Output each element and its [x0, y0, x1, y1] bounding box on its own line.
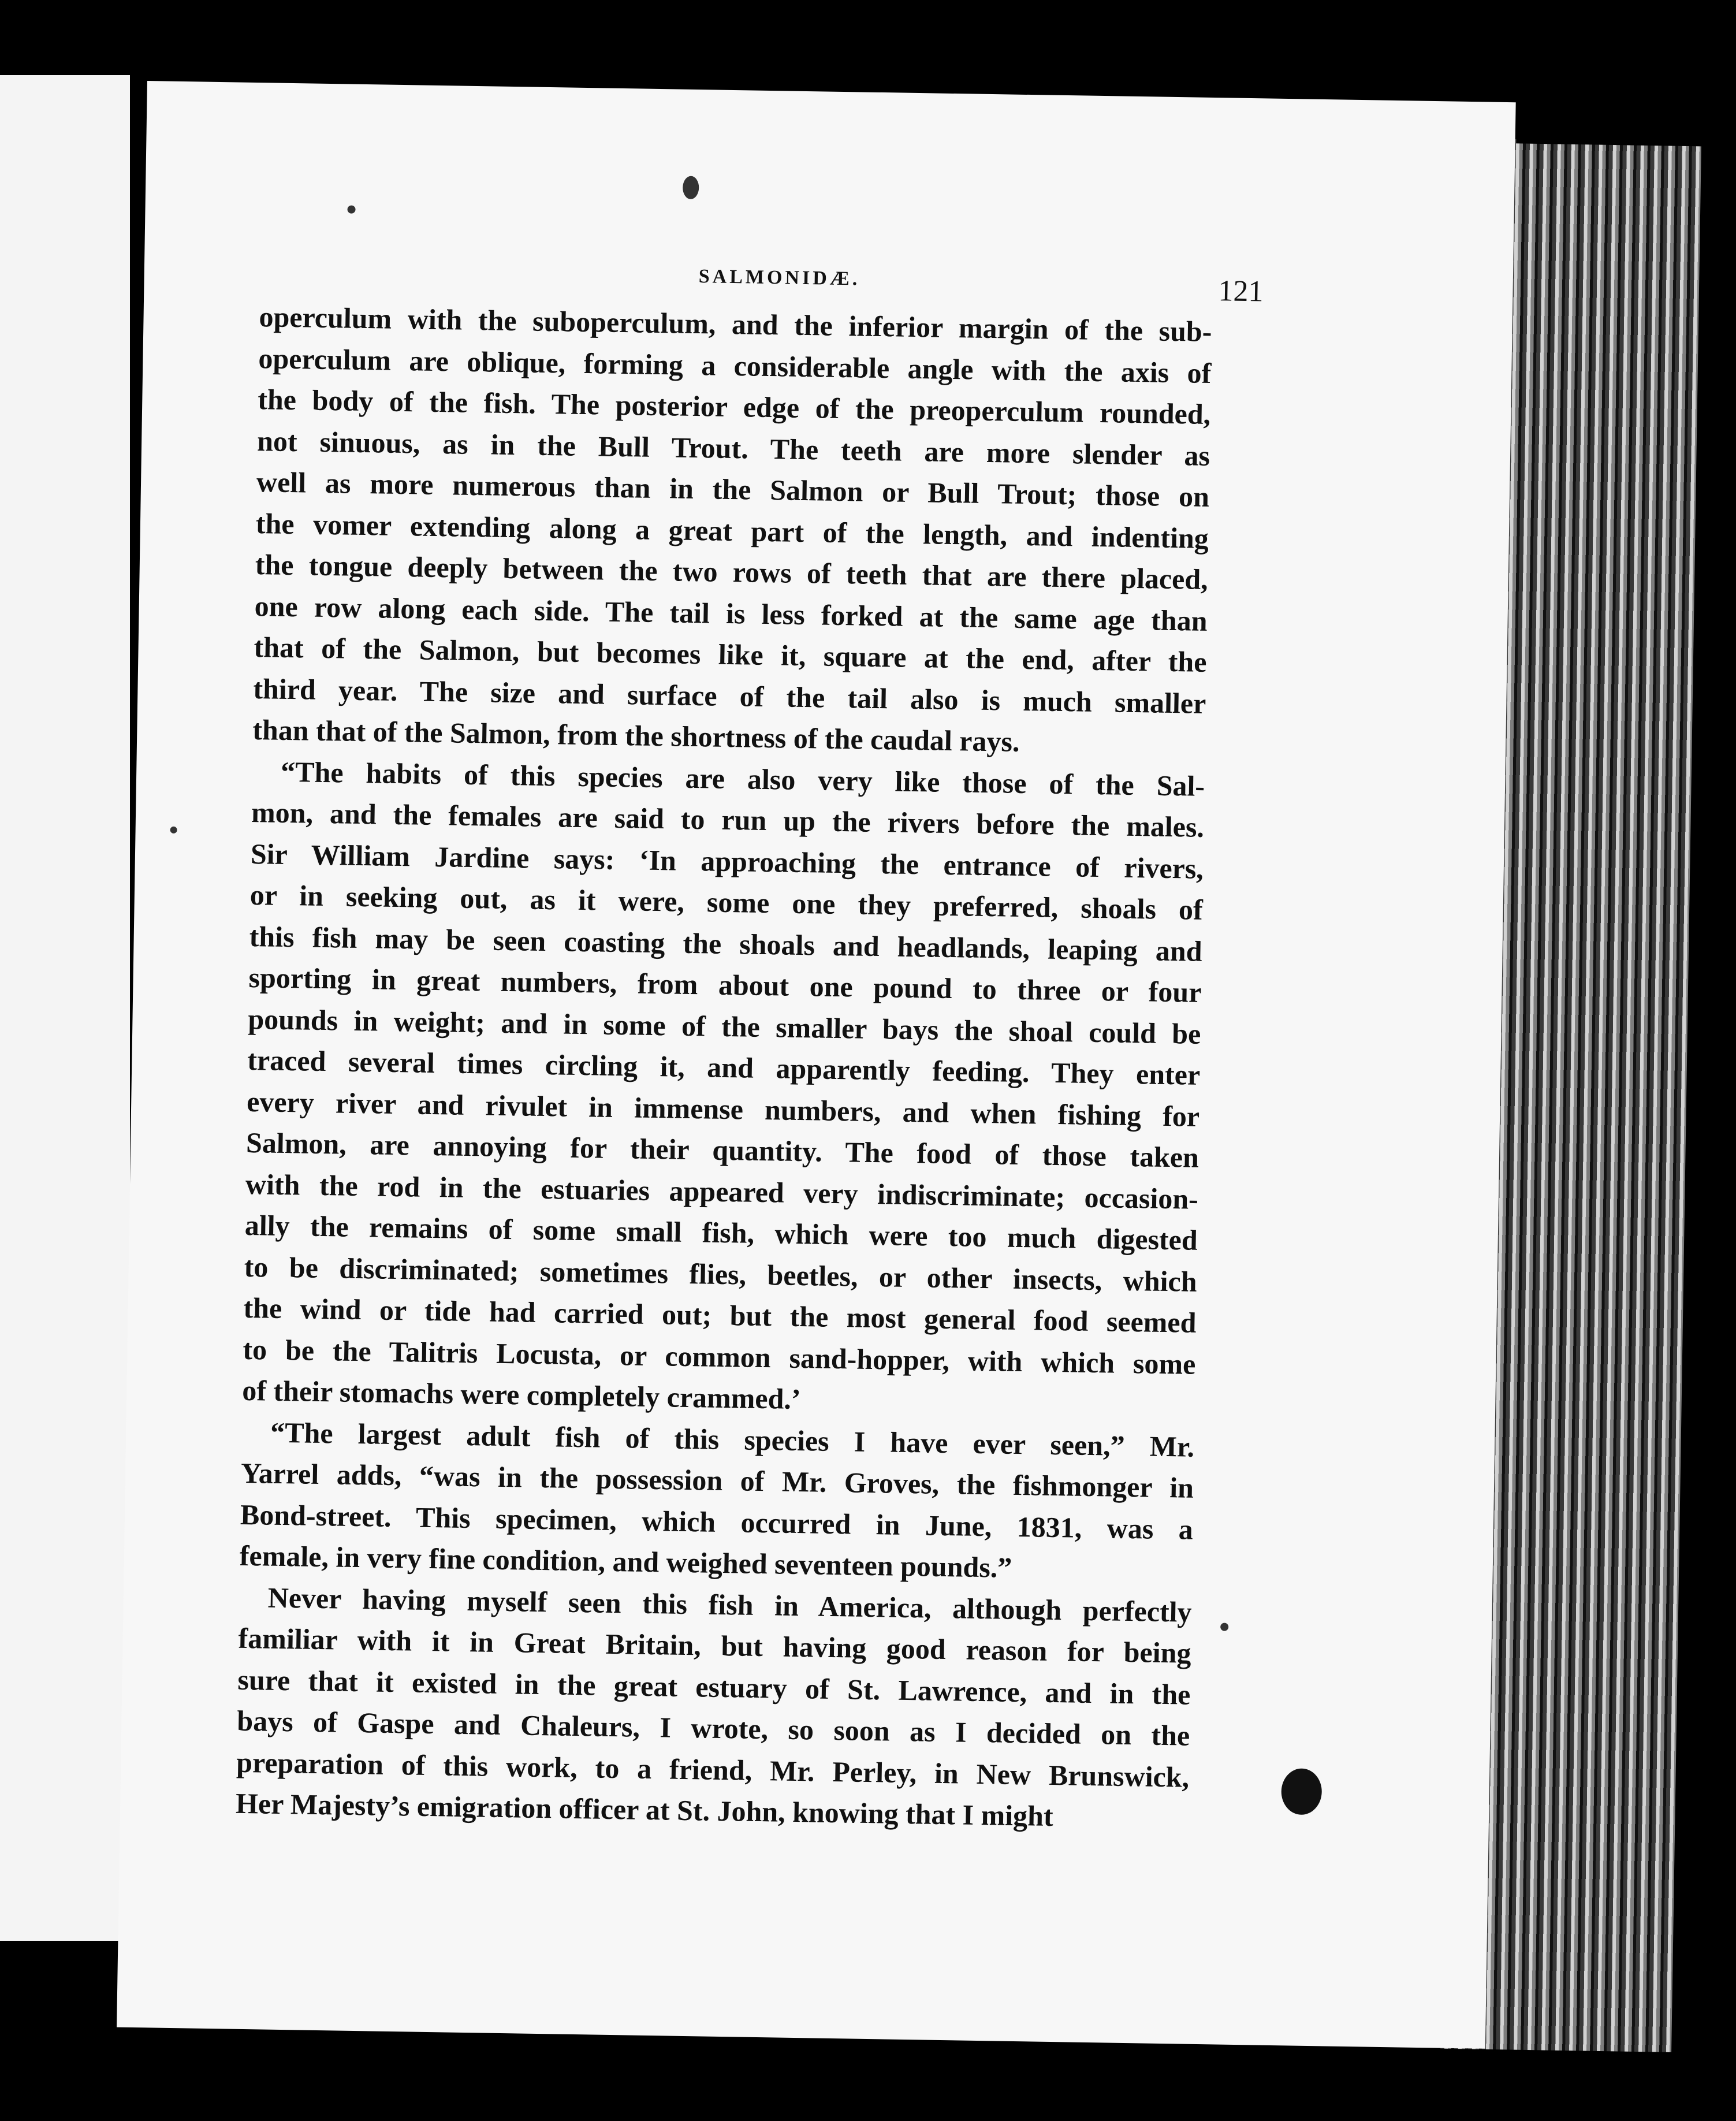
text-line: Yarrel adds, “was in the possession of Mr. Groves, the fishmonger in [240, 1456, 1194, 1504]
text-line: Bond-street. This specimen, which occurred in June, 1831, was a [240, 1498, 1194, 1546]
text-line: mon, and the females are said to run up the rivers before the males. [251, 795, 1205, 843]
text-line: traced several times circling it, and apparently feeding. They enter [247, 1043, 1201, 1091]
text-line: to be the Talitris Locusta, or common sand-hopper, with which some [243, 1333, 1196, 1380]
text-line: ally the remains of some small fish, which were too much digested [244, 1208, 1198, 1256]
ink-speck [1220, 1623, 1228, 1631]
text-line: third year. The size and surface of the tail also is much smaller [253, 672, 1206, 720]
text-line: operculum are oblique, forming a considerable angle with the axis of [258, 341, 1212, 389]
ink-speck [170, 827, 177, 833]
text-line: the wind or tide had carried out; but the most general food seemed [243, 1291, 1197, 1339]
text-line: sure that it existed in the great estuary of St. Lawrence, and in the [237, 1663, 1191, 1711]
text-line: or in seeking out, as it were, some one they preferred, shoals of [249, 878, 1204, 926]
text-line: to be discriminated; sometimes flies, beetles, or other insects, which [244, 1250, 1198, 1298]
text-line: female, in very fine condition, and weighed seventeen pounds.” [239, 1539, 1012, 1584]
text-line: Never having myself seen this fish in America, although perfectly [267, 1581, 1193, 1628]
page-number: 121 [1218, 274, 1264, 308]
text-line: Her Majesty’s emigration officer at St. John, knowing that I might [235, 1787, 1054, 1833]
text-line: the tongue deeply between the two rows of teeth that are there placed, [255, 548, 1209, 596]
text-line: the vomer extending along a great part of the length, and indenting [255, 507, 1209, 555]
book-page [117, 81, 1516, 2049]
text-line: of their stomachs were completely crammed.’ [241, 1374, 802, 1416]
text-line: than that of the Salmon, from the shortness of the caudal rays. [252, 713, 1020, 758]
body-text [236, 296, 1212, 1839]
text-line: that of the Salmon, but becomes like it, square at the end, after the [254, 631, 1207, 678]
text-line: this fish may be seen coasting the shoals and headlands, leaping and [249, 920, 1203, 968]
ink-speck [347, 205, 355, 213]
text-line: preparation of this work, to a friend, Mr. Perley, in New Brunswick, [236, 1746, 1190, 1793]
text-line: every river and rivulet in immense numbers, and when fishing for [246, 1085, 1200, 1133]
ink-speck [1281, 1768, 1322, 1815]
text-line: with the rod in the estuaries appeared very indiscriminate; occasion- [245, 1167, 1199, 1215]
text-line: pounds in weight; and in some of the smaller bays the shoal could be [248, 1002, 1201, 1050]
running-head: SALMONIDÆ. [698, 266, 860, 290]
text-line: operculum with the suboperculum, and the inferior margin of the sub- [259, 300, 1212, 348]
text-line: one row along each side. The tail is less forked at the same age than [254, 589, 1208, 637]
ink-speck [683, 176, 699, 199]
facing-page [0, 75, 130, 1941]
text-line: the body of the fish. The posterior edge of the preoperculum rounded, [257, 383, 1211, 430]
text-line: Salmon, are annoying for their quantity. The food of those taken [245, 1126, 1199, 1174]
text-line: “The largest adult fish of this species I have ever seen,” Mr. [270, 1416, 1195, 1463]
text-line: well as more numerous than in the Salmon or Bull Trout; those on [256, 466, 1210, 513]
text-line: not sinuous, as in the Bull Trout. The teeth are more slender as [256, 424, 1210, 472]
text-line: “The habits of this species are also very like those of the Sal- [280, 755, 1205, 802]
text-line: bays of Gaspe and Chaleurs, I wrote, so soon as I decided on the [236, 1704, 1190, 1752]
text-line: Sir William Jardine says: ‘In approaching the entrance of rivers, [250, 837, 1204, 885]
text-line: sporting in great numbers, from about one pound to three or four [248, 961, 1202, 1009]
text-line: familiar with it in Great Britain, but having good reason for being [238, 1621, 1191, 1669]
